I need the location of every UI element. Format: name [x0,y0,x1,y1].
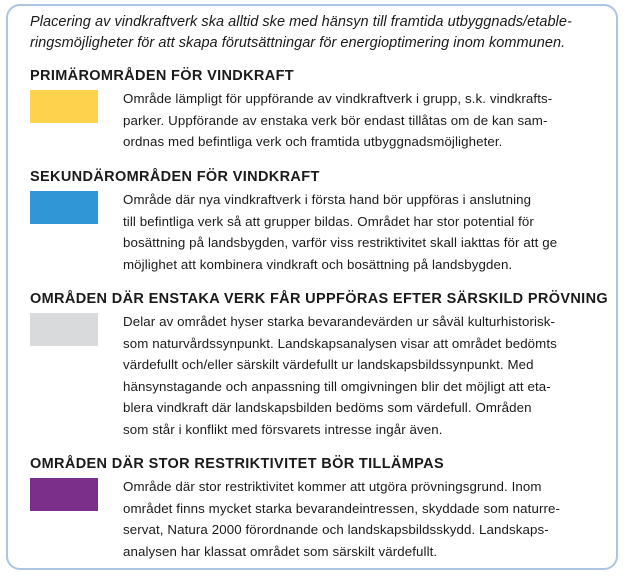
section-heading: OMRÅDEN DÄR STOR RESTRIKTIVITET BÖR TILLÄMPAS [30,456,444,472]
section-heading: SEKUNDÄROMRÅDEN FÖR VINDKRAFT [30,169,320,185]
intro-line: Placering av vindkraftverk ska alltid ske med hänsyn till framtida utbyggnads/etable- [30,14,572,30]
section-description [123,311,557,440]
description-line: Delar av området hyser starka bevarandevärden ur såväl kulturhistorisk- [123,314,556,329]
section-description [123,88,552,153]
intro-text [30,12,610,54]
color-swatch-gray [30,313,98,346]
description-line: Område där stor restriktivitet kommer att utgöra prövningsgrund. Inom [123,479,542,494]
description-line: bosättning på landsbygden, varför viss restriktivitet skall iakttas för att ge [123,235,558,250]
description-line: till befintliga verk så att grupper bildas. Området har stor potential för [123,213,534,229]
description-line: ordnas med befintliga verk och framtida utbyggnadsmöjligheter. [123,134,503,149]
legend-section-restrictive [30,455,620,559]
description-line: analysen har klassat området som särskilt värdefullt. [123,543,438,559]
description-line: möjlighet att kombinera vindkraft och bosättning på landsbygden. [123,256,513,272]
color-swatch-blue [30,191,98,224]
section-heading: PRIMÄROMRÅDEN FÖR VINDKRAFT [30,68,294,84]
description-line: blera vindkraft där landskapsbilden bedöms som värdefull. Områden [123,400,532,415]
description-line: som står i konflikt med försvarets intresse ingår även. [123,421,443,437]
legend-section-primary [30,67,620,149]
intro-line: ringsmöjligheter för att skapa förutsättningar för energioptimering inom kommunen. [30,35,566,51]
description-line: värdefullt och/eller särskilt värdefullt ur landskapsbildssynpunkt. Med [123,357,534,372]
section-description [123,476,560,562]
legend-section-secondary [30,168,620,272]
color-swatch-yellow [30,90,98,123]
description-line: hänsynstagande och anpassning till omgivningen blir det möjligt att eta- [123,378,551,394]
description-line: parker. Uppförande av enstaka verk bör endast tillåtas om de kan sam- [123,112,548,128]
color-swatch-purple [30,478,98,511]
section-heading: OMRÅDEN DÄR ENSTAKA VERK FÅR UPPFÖRAS EFTER SÄRSKILD PRÖVNING [30,291,609,307]
description-line: som naturvårdssynpunkt. Landskapsanalysen visar att området bedömts [123,335,557,351]
description-line: servat, Natura 2000 förordnande och landskapsbildsskydd. Landskaps- [123,522,549,537]
legend-section-special-review [30,290,620,437]
description-line: Område där nya vindkraftverk i första hand bör uppföras i anslutning [123,192,532,207]
description-line: Område lämpligt för uppförande av vindkraftverk i grupp, s.k. vindkrafts- [123,91,553,106]
section-description [123,189,557,275]
description-line: området finns mycket starka bevarandeintressen, skyddade som naturre- [123,500,561,516]
